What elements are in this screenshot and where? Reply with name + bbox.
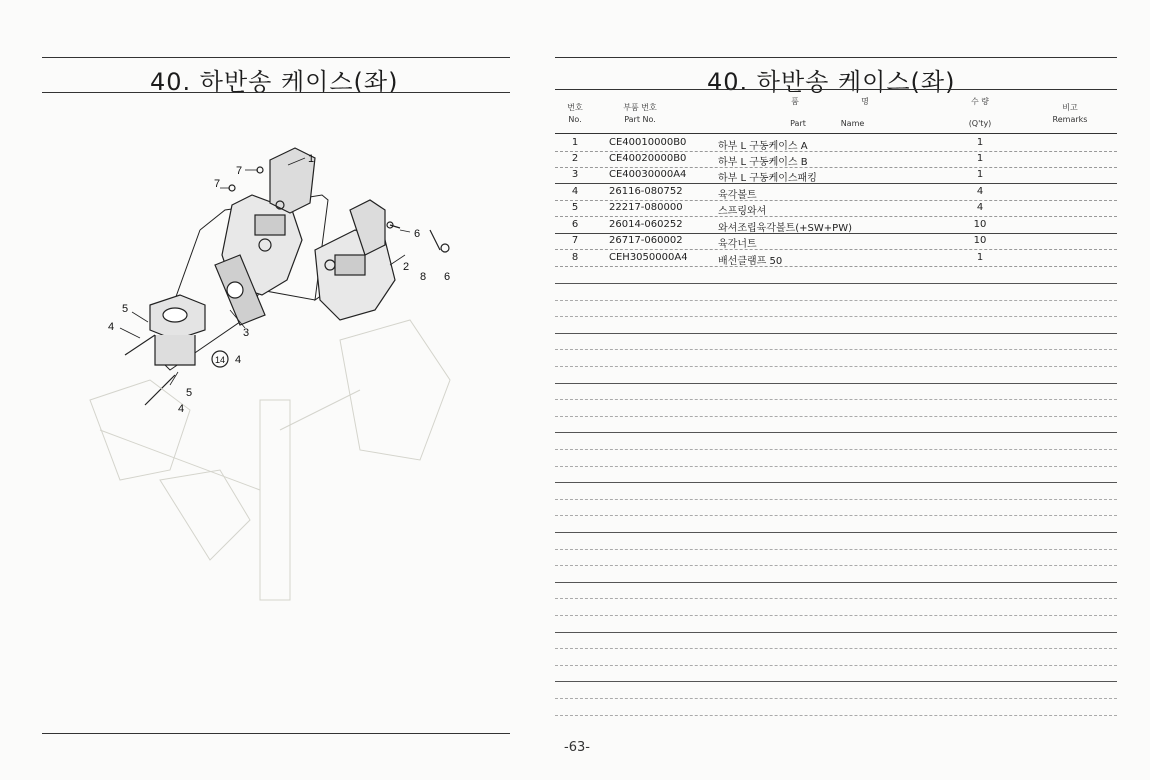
table-rule-line — [555, 681, 1117, 682]
table-rule-line — [555, 300, 1117, 301]
table-rule-line — [555, 449, 1117, 450]
table-rule-line — [555, 615, 1117, 616]
callout-14: 14 — [215, 355, 226, 365]
header-bottom-rule — [555, 133, 1117, 134]
callout-4b: 4 — [235, 354, 242, 366]
table-rule-line — [555, 715, 1117, 716]
footer-rule — [42, 733, 510, 734]
right-title-bottom-rule — [555, 89, 1117, 90]
table-rule-line — [555, 698, 1117, 699]
header-remarks: 비고 Remarks — [1052, 103, 1088, 124]
header-name-ko-1: 품 — [791, 97, 799, 106]
table-rule-line — [555, 482, 1117, 483]
callout-6b: 6 — [444, 271, 451, 283]
table-row: 5 22217-080000 스프링와셔 4 — [571, 202, 984, 217]
page-number: -63- — [564, 740, 590, 755]
table-rule-line — [555, 499, 1117, 500]
callout-6a: 6 — [414, 228, 421, 240]
table-rule-line — [555, 532, 1117, 533]
left-page — [0, 0, 560, 780]
header-name-ko-2: 명 — [861, 97, 869, 106]
callout-1: 1 — [308, 153, 315, 165]
table-rule-line — [555, 399, 1117, 400]
header-part-no: 부품 번호 Part No. — [623, 103, 657, 124]
callout-2: 2 — [403, 261, 410, 273]
table-rule-line — [555, 549, 1117, 550]
callout-7a: 7 — [236, 165, 243, 177]
table-rule-line — [555, 648, 1117, 649]
right-page-title: 40. 하반송 케이스(좌) — [707, 68, 956, 96]
table-rule-line — [555, 383, 1117, 384]
right-title-top-rule — [555, 57, 1117, 58]
table-row: 2 CE40020000B0 하부 L 구동케이스 B 1 — [571, 153, 984, 168]
header-name-en-1: Part — [790, 119, 806, 128]
table-row: 4 26116-080752 육각볼트 4 — [571, 186, 984, 201]
table-rule-line — [555, 333, 1117, 334]
table-rule-line — [555, 366, 1117, 367]
table-rule-line — [555, 515, 1117, 516]
header-no: 번호 No. — [567, 103, 583, 124]
table-row: 6 26014-060252 와셔조립육각볼트(+SW+PW) 10 — [571, 219, 987, 234]
table-rule-line — [555, 432, 1117, 433]
title-top-rule — [42, 57, 510, 58]
exploded-parts-diagram — [60, 100, 520, 720]
header-name-en-2: Name — [840, 119, 865, 128]
callout-5b: 5 — [186, 387, 193, 399]
table-rule-line — [555, 582, 1117, 583]
left-page-title: 40. 하반송 케이스(좌) — [150, 68, 399, 96]
header-qty-en: (Q'ty) — [968, 119, 992, 128]
table-rule-line — [555, 316, 1117, 317]
table-rule-line — [555, 283, 1117, 284]
table-row: 7 26717-060002 육각너트 10 — [571, 235, 987, 250]
table-rule-line — [555, 565, 1117, 566]
callout-7b: 7 — [214, 178, 221, 190]
table-rule-line — [555, 466, 1117, 467]
callout-4c: 4 — [178, 403, 185, 415]
table-rule-line — [555, 416, 1117, 417]
callout-5a: 5 — [122, 303, 129, 315]
table-rule-line — [555, 349, 1117, 350]
header-qty-ko: 수 량 — [971, 97, 989, 106]
table-rule-line — [555, 665, 1117, 666]
callout-8: 8 — [420, 271, 427, 283]
table-row: 8 CEH3050000A4 배선클램프 50 1 — [571, 252, 984, 267]
table-rule-line — [555, 632, 1117, 633]
table-row: 3 CE40030000A4 하부 L 구동케이스패킹 1 — [571, 169, 984, 184]
table-rule-line — [555, 598, 1117, 599]
title-bottom-rule — [42, 92, 510, 93]
callout-3: 3 — [243, 327, 250, 339]
table-row: 1 CE40010000B0 하부 L 구동케이스 A 1 — [571, 137, 984, 152]
callout-4a: 4 — [108, 321, 115, 333]
